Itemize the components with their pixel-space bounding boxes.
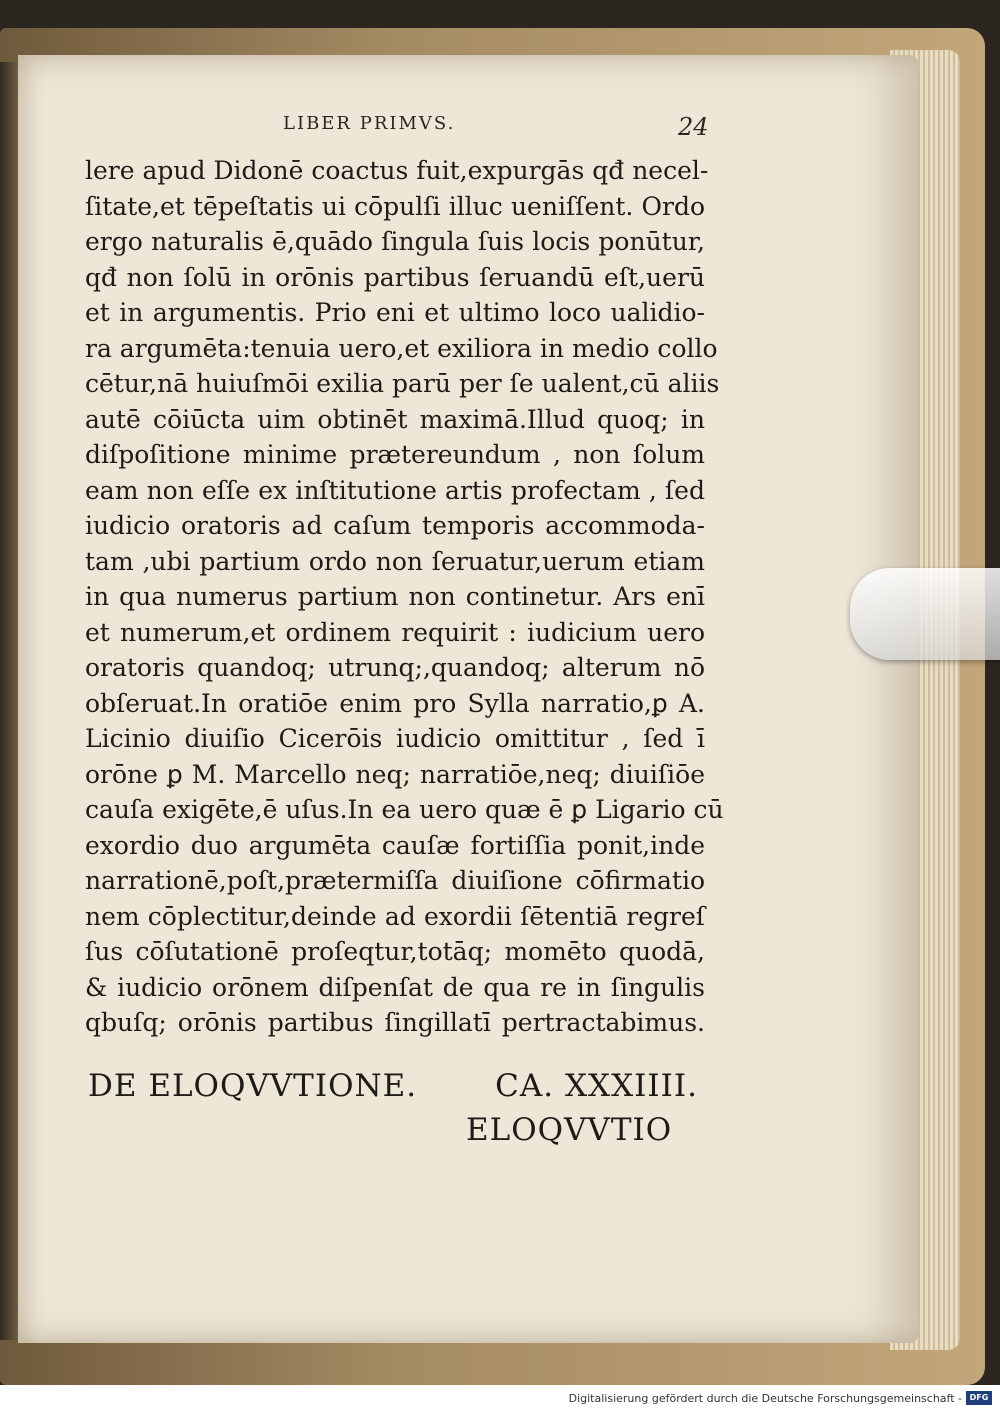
text-line: qđ non ſolū in orōnis partibus ſeruandū eſt,uerū [85, 262, 705, 292]
text-line: in qua numerus partium non continetur. Ars enī [85, 582, 705, 611]
chapter-heading [88, 1068, 698, 1104]
text-line: ſitate,et tēpeſtatis ui cōpulſi illuc ueniſſent. Ordo [85, 191, 705, 221]
digitization-credit: Digitalisierung gefördert durch die Deutsche Forschungsgemeinschaft - [568, 1392, 962, 1405]
text-line: iudicio oratoris ad caſum temporis accommoda- [85, 511, 705, 540]
text-line: obſeruat.In oratiōe enim pro Sylla narratio,ꝑ A. [85, 688, 705, 718]
text-line: exordio duo argumēta cauſæ fortiſſia ponit,inde [85, 830, 705, 860]
page-tab-clip [850, 568, 1000, 660]
text-line: cauſa exigēte,ē uſus.In ea uero quæ ē ꝑ Ligario cū [85, 795, 724, 824]
text-line: diſpoſitione minime prætereundum , non ſolum [85, 440, 705, 469]
running-head: LIBER PRIMVS. [283, 113, 456, 134]
text-line: & iudicio orōnem diſpenſat de qua re in ſingulis [85, 972, 705, 1002]
chapter-subtitle: ELOQVVTIO [466, 1112, 673, 1148]
chapter-number: CA. XXXIIII. [495, 1068, 698, 1104]
text-line: nem cōplectitur,deinde ad exordii ſētentiā regreſ [85, 901, 705, 931]
text-line: tam ,ubi partium ordo non ſeruatur,uerum etiam [85, 546, 705, 576]
text-line: ra argumēta:tenuia uero,et exiliora in medio collo [85, 333, 718, 363]
text-line: autē cōiūcta uim obtinēt maximā.Illud quoq; in [85, 404, 705, 434]
body-text [85, 153, 724, 1041]
text-line: eam non eſſe ex inſtitutione artis profectam , ſed [85, 475, 705, 505]
text-line: et numerum,et ordinem requirit : iudicium uero [85, 617, 705, 647]
text-line: orōne ꝑ M. Marcello neq; narratiōe,neq; diuiſiōe [85, 759, 705, 789]
text-line: ſus cōſutationē proſeqtur,totāq; momēto quodā, [85, 937, 705, 966]
chapter-title: DE ELOQVVTIONE. [88, 1068, 418, 1104]
text-line: oratoris quandoq; utrunq;,quandoq; alterum nō [85, 653, 705, 682]
text-line: narrationē,poſt,prætermiſſa diuiſione cōfirmatio [85, 866, 705, 895]
text-line: ergo naturalis ē,quādo ſingula ſuis locis ponūtur, [85, 227, 705, 256]
text-line: cētur,nā huiuſmōi exilia parū per ſe ualent,cū aliis [85, 369, 720, 398]
text-line: Licinio diuiſio Cicerōis iudicio omittitur , ſed ī [85, 724, 705, 753]
text-line: lere apud Didonē coactus fuit,expurgās qđ necel- [85, 156, 709, 185]
text-line: qbuſq; orōnis partibus ſingillatī pertractabimus. [85, 1008, 705, 1037]
page-number: 24 [678, 113, 709, 141]
text-line: et in argumentis. Prio eni et ultimo loco ualidio- [85, 298, 705, 327]
dfg-logo: DFG [966, 1391, 992, 1405]
